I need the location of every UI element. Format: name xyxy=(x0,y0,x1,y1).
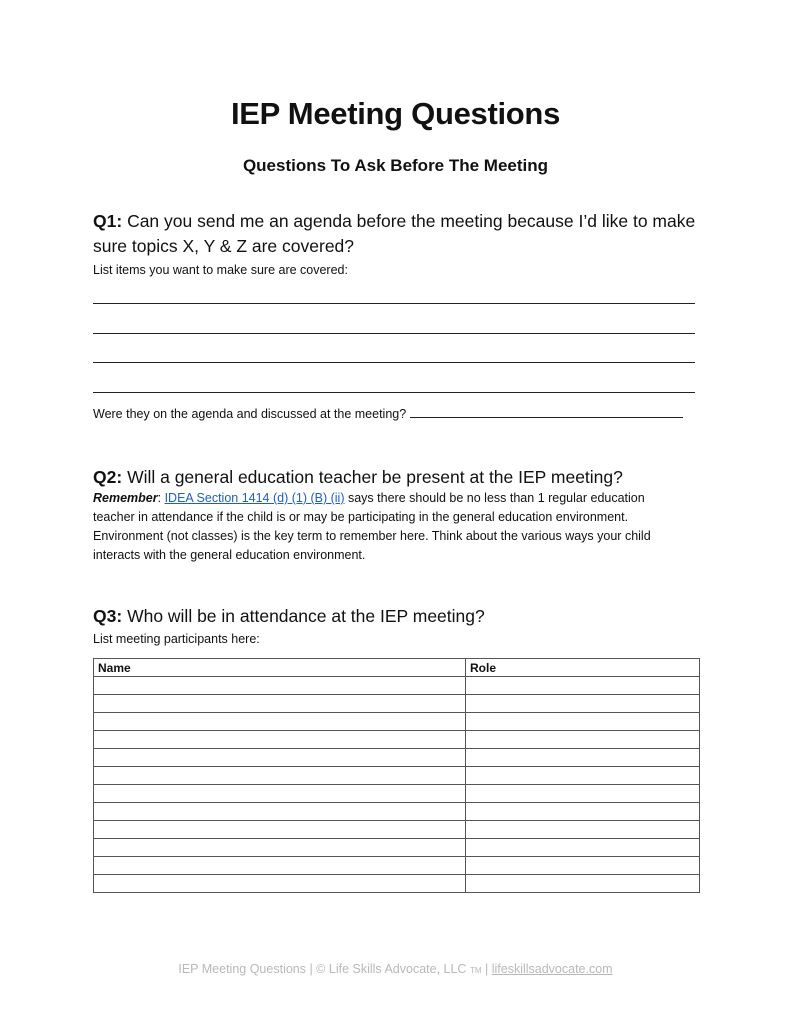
table-row xyxy=(94,839,700,857)
name-cell[interactable] xyxy=(94,677,466,695)
role-cell[interactable] xyxy=(466,731,700,749)
name-cell[interactable] xyxy=(94,803,466,821)
table-row xyxy=(94,695,700,713)
question-2-text: Will a general education teacher be present at the IEP meeting? xyxy=(127,467,623,487)
table-row xyxy=(94,821,700,839)
footer-text: IEP Meeting Questions | © Life Skills Advocate, LLC xyxy=(178,962,467,976)
role-cell[interactable] xyxy=(466,857,700,875)
role-cell[interactable] xyxy=(466,767,700,785)
table-row xyxy=(94,749,700,767)
question-3-text: Who will be in attendance at the IEP meeting? xyxy=(127,606,485,626)
footer-trademark: TM xyxy=(469,966,482,975)
question-3 xyxy=(93,604,708,629)
name-cell[interactable] xyxy=(94,785,466,803)
name-cell[interactable] xyxy=(94,821,466,839)
table-row xyxy=(94,731,700,749)
role-cell[interactable] xyxy=(466,821,700,839)
idea-section-link[interactable]: IDEA Section 1414 (d) (1) (B) (ii) xyxy=(164,491,345,505)
question-1-label: Q1: xyxy=(93,211,123,231)
role-cell[interactable] xyxy=(466,713,700,731)
name-cell[interactable] xyxy=(94,875,466,893)
column-header-role: Role xyxy=(466,659,700,677)
question-3-label: Q3: xyxy=(93,606,123,626)
question-2 xyxy=(93,465,708,490)
answer-line-2[interactable] xyxy=(93,333,695,334)
table-row xyxy=(94,785,700,803)
table-row xyxy=(94,857,700,875)
name-cell[interactable] xyxy=(94,749,466,767)
column-header-name: Name xyxy=(94,659,466,677)
table-row xyxy=(94,875,700,893)
remember-label: Remember xyxy=(93,491,158,505)
role-cell[interactable] xyxy=(466,839,700,857)
question-1-followup xyxy=(93,405,713,424)
question-1 xyxy=(93,209,708,259)
participants-table xyxy=(93,658,700,893)
answer-line-3[interactable] xyxy=(93,362,695,363)
role-cell[interactable] xyxy=(466,749,700,767)
question-2-note-text: says there should be no less than 1 regular education teacher in attendance if the child is or may be participating in the general education environment. Environment (not classes) is the key term to remember here. Think about the various ways your child interacts with the general education environment. xyxy=(93,491,651,562)
page-footer xyxy=(0,962,791,976)
role-cell[interactable] xyxy=(466,677,700,695)
role-cell[interactable] xyxy=(466,875,700,893)
role-cell[interactable] xyxy=(466,785,700,803)
question-2-label: Q2: xyxy=(93,467,123,487)
answer-line-4[interactable] xyxy=(93,392,695,393)
table-header-row xyxy=(94,659,700,677)
name-cell[interactable] xyxy=(94,731,466,749)
name-cell[interactable] xyxy=(94,839,466,857)
table-row xyxy=(94,713,700,731)
question-1-text: Can you send me an agenda before the meeting because I’d like to make sure topics X, Y & Z are covered? xyxy=(93,211,696,256)
footer-website-link[interactable]: lifeskillsadvocate.com xyxy=(491,962,613,976)
followup-text: Were they on the agenda and discussed at the meeting? xyxy=(93,407,407,421)
table-row xyxy=(94,767,700,785)
page-title: IEP Meeting Questions xyxy=(230,96,561,131)
question-2-note: Remember: IDEA Section 1414 (d) (1) (B) (ii) says there should be no less than 1 regular education teacher in attendance if the child is or may be participating in the general education environment. Environment (not classes) is the key term to remember here. Think about the various ways your child interacts with the general education environment. xyxy=(93,491,651,562)
name-cell[interactable] xyxy=(94,695,466,713)
followup-answer-line[interactable] xyxy=(410,416,683,418)
table-row xyxy=(94,803,700,821)
footer-separator: | xyxy=(484,962,489,976)
page-subtitle: Questions To Ask Before The Meeting xyxy=(242,156,549,175)
table-row xyxy=(94,677,700,695)
role-cell[interactable] xyxy=(466,803,700,821)
name-cell[interactable] xyxy=(94,767,466,785)
name-cell[interactable] xyxy=(94,713,466,731)
question-1-instruction: List items you want to make sure are covered: xyxy=(93,263,348,277)
name-cell[interactable] xyxy=(94,857,466,875)
answer-line-1[interactable] xyxy=(93,303,695,304)
role-cell[interactable] xyxy=(466,695,700,713)
question-3-instruction: List meeting participants here: xyxy=(93,632,260,646)
